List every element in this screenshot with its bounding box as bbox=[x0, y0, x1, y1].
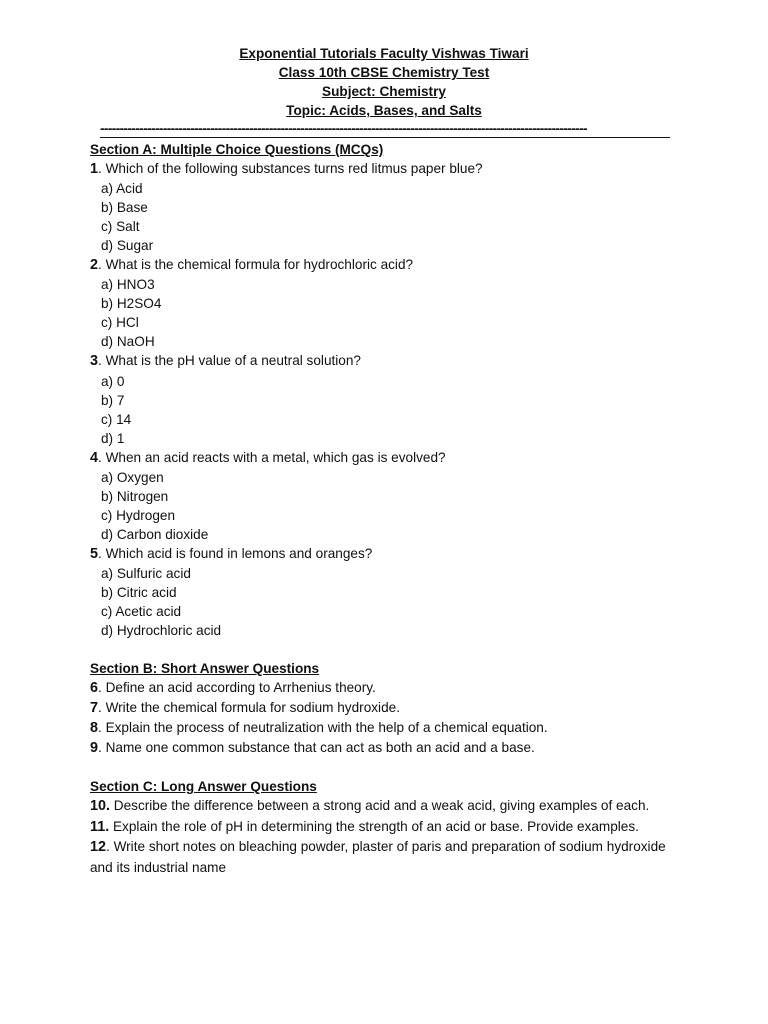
section-spacer bbox=[90, 758, 690, 777]
test-content bbox=[90, 140, 690, 877]
question-number: 4 bbox=[90, 449, 99, 466]
header-divider: ---------------------------------------------------------------------------------------------------------------------------- bbox=[100, 122, 587, 136]
option-d: d) Hydrochloric acid bbox=[101, 623, 222, 639]
long-question-10 bbox=[90, 796, 690, 817]
question-body: . Which of the following substances turns red litmus paper blue? bbox=[98, 161, 483, 176]
header-class: Class 10th CBSE Chemistry Test bbox=[278, 65, 490, 80]
section-c bbox=[90, 777, 690, 877]
short-question-9 bbox=[90, 738, 690, 758]
option-c: c) Hydrogen bbox=[101, 507, 176, 523]
header-subject: Subject: Chemistry bbox=[322, 84, 446, 99]
question-body: . Write short notes on bleaching powder, plaster of paris and preparation of sodium hydroxide and its industrial name bbox=[90, 839, 666, 875]
mcq-1 bbox=[90, 159, 690, 255]
option-c: c) 14 bbox=[101, 411, 132, 427]
question-body: . Name one common substance that can act as both an acid and a base. bbox=[98, 740, 535, 756]
mcq-4 bbox=[90, 448, 690, 544]
question-body: . What is the pH value of a neutral solution? bbox=[98, 353, 361, 369]
short-question-8 bbox=[90, 718, 690, 738]
document-header bbox=[0, 44, 768, 120]
section-b-title: Section B: Short Answer Questions bbox=[90, 661, 320, 677]
option-b: b) H2SO4 bbox=[101, 296, 162, 312]
question-text bbox=[90, 255, 690, 275]
option-b: b) 7 bbox=[101, 392, 125, 408]
option-b: b) Base bbox=[101, 200, 148, 216]
section-a-title: Section A: Multiple Choice Questions (MCQs) bbox=[90, 142, 384, 157]
mcq-5 bbox=[90, 544, 690, 640]
option-d: d) Carbon dioxide bbox=[101, 526, 209, 542]
question-number: 3 bbox=[90, 353, 99, 370]
option-c: c) Salt bbox=[101, 219, 140, 235]
question-number: 8 bbox=[90, 720, 99, 737]
option-d: d) NaOH bbox=[101, 334, 155, 350]
question-number: 11. bbox=[90, 818, 110, 835]
question-body: Explain the role of pH in determining the strength of an acid or base. Provide examples. bbox=[109, 818, 639, 834]
mcq-2 bbox=[90, 255, 690, 351]
question-number: 12 bbox=[90, 839, 107, 856]
question-body: . When an acid reacts with a metal, which gas is evolved? bbox=[98, 449, 446, 465]
mcq-3 bbox=[90, 351, 690, 447]
option-a: a) Sulfuric acid bbox=[101, 566, 191, 582]
question-number: 2 bbox=[90, 257, 99, 274]
question-text bbox=[90, 351, 690, 371]
question-text bbox=[90, 159, 690, 179]
section-c-title: Section C: Long Answer Questions bbox=[90, 779, 317, 795]
question-number: 6 bbox=[90, 680, 99, 697]
option-b: b) Nitrogen bbox=[101, 488, 169, 504]
question-text bbox=[90, 544, 690, 564]
question-body: Describe the difference between a strong acid and a weak acid, giving examples of each. bbox=[110, 798, 650, 814]
option-d: d) Sugar bbox=[101, 238, 154, 254]
section-a bbox=[90, 140, 690, 640]
question-text bbox=[90, 448, 690, 468]
question-body: . Explain the process of neutralization with the help of a chemical equation. bbox=[98, 720, 548, 736]
option-a: a) Oxygen bbox=[101, 469, 164, 485]
question-body: . Define an acid according to Arrhenius theory. bbox=[98, 680, 376, 696]
question-number: 5 bbox=[90, 545, 99, 562]
question-number: 1 bbox=[90, 161, 99, 177]
header-institute: Exponential Tutorials Faculty Vishwas Tiwari bbox=[239, 46, 529, 61]
option-b: b) Citric acid bbox=[101, 585, 177, 601]
question-body: . Which acid is found in lemons and oranges? bbox=[98, 545, 373, 561]
question-number: 9 bbox=[90, 740, 99, 757]
option-a: a) HNO3 bbox=[101, 277, 155, 293]
section-b bbox=[90, 659, 690, 758]
option-c: c) HCl bbox=[101, 315, 139, 331]
short-question-7 bbox=[90, 698, 690, 718]
long-question-12 bbox=[90, 837, 690, 877]
question-body: . What is the chemical formula for hydrochloric acid? bbox=[98, 257, 414, 273]
question-number: 10. bbox=[90, 798, 111, 815]
option-a: a) 0 bbox=[101, 373, 125, 389]
header-divider-underline bbox=[100, 137, 670, 138]
option-d: d) 1 bbox=[101, 430, 125, 446]
short-question-6 bbox=[90, 678, 690, 698]
option-c: c) Acetic acid bbox=[101, 604, 182, 620]
header-topic: Topic: Acids, Bases, and Salts bbox=[286, 103, 482, 118]
option-a: a) Acid bbox=[101, 181, 143, 197]
question-body: . Write the chemical formula for sodium hydroxide. bbox=[98, 700, 400, 716]
section-spacer bbox=[90, 640, 690, 659]
question-number: 7 bbox=[90, 700, 99, 717]
long-question-11 bbox=[90, 817, 690, 838]
